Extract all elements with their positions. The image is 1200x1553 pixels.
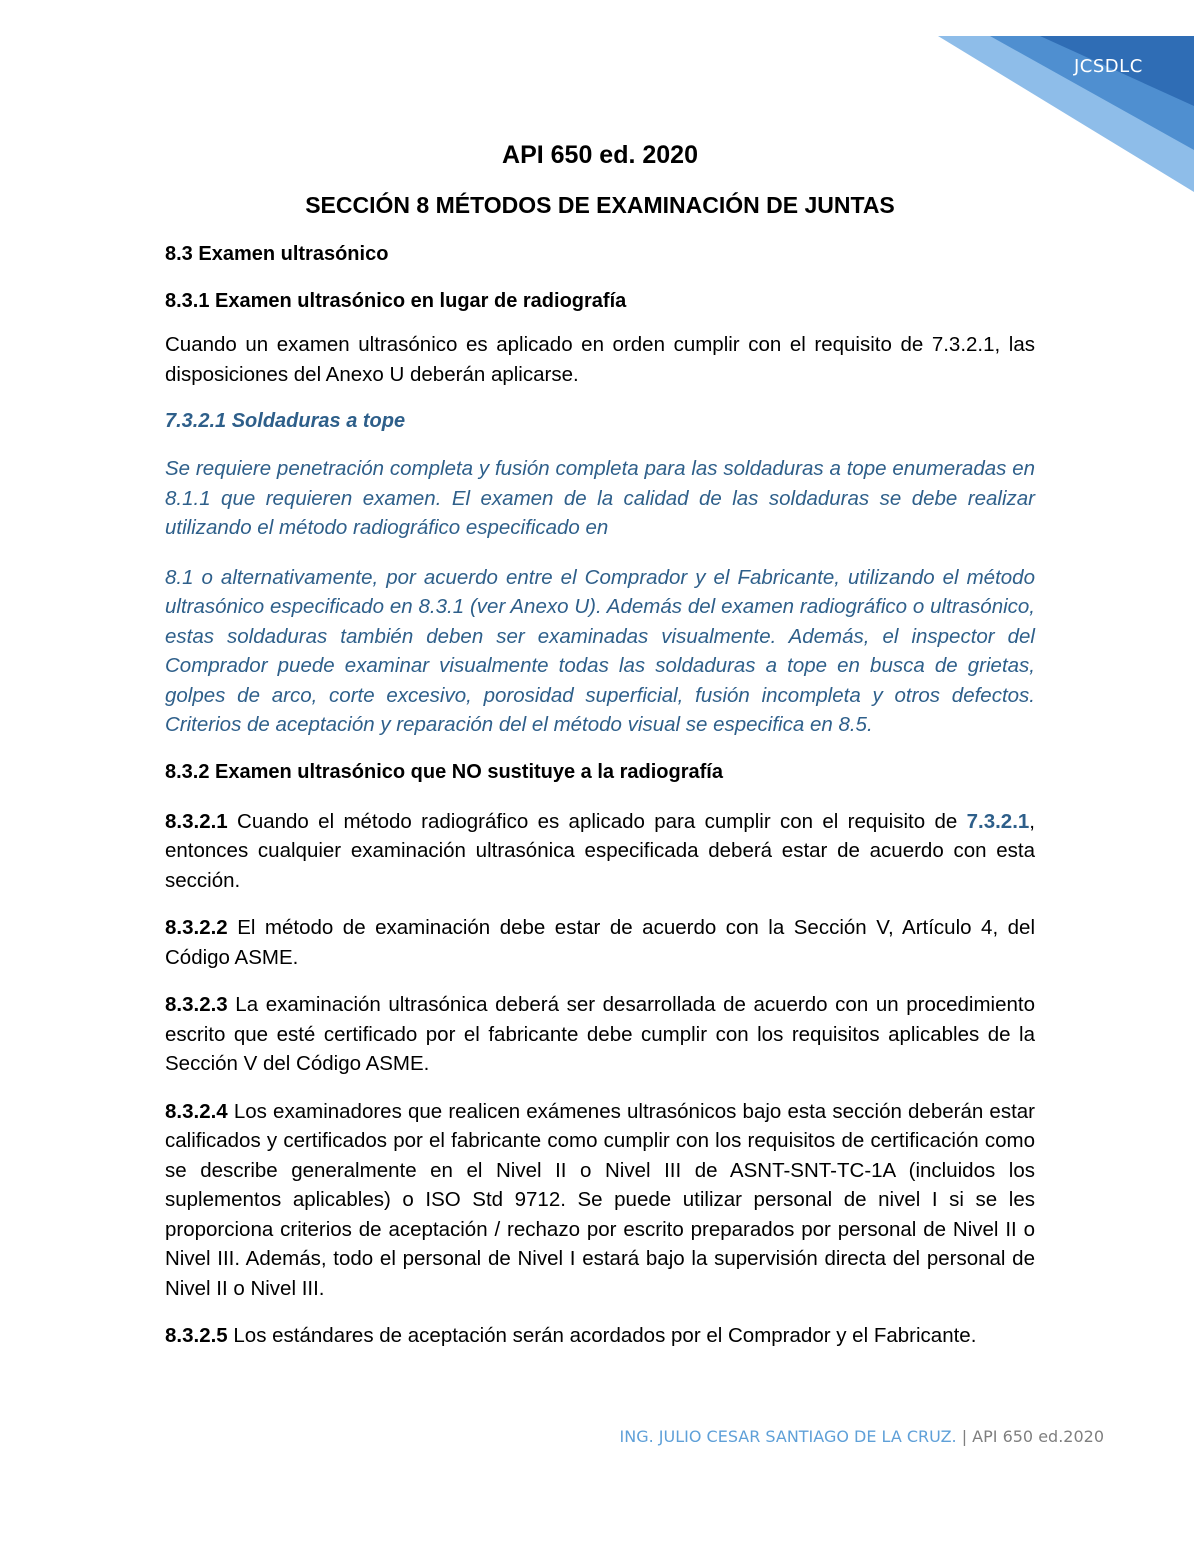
- clause-text: Cuando el método radiográfico es aplicado para cumplir con el requisito de: [227, 809, 967, 833]
- heading-8-3-1: 8.3.1 Examen ultrasónico en lugar de radiografía: [165, 290, 627, 312]
- clause-text: El método de examinación debe estar de acuerdo con la Sección V, Artículo 4, del Código ASME.: [165, 916, 1035, 969]
- clause-text: Los examinadores que realicen exámenes ultrasónicos bajo esta sección deberán estar calificados y certificados por el fabricante como cumplir con los requisitos de certificación como se describe generalmente en el Nivel II o Nivel III de ASNT-SNT-TC-1A (incluidos los suplementos aplicables) o ISO Std 9712. Se puede utilizar personal de nivel I si se les proporciona criterios de aceptación / rechazo por escrito preparados por personal de Nivel II o Nivel III. Además, todo el personal de Nivel I estará bajo la supervisión directa del personal de Nivel II o Nivel III.: [165, 1099, 1035, 1300]
- heading-8-3: 8.3 Examen ultrasónico: [165, 243, 389, 265]
- clause-number: 8.3.2.5: [165, 1324, 228, 1347]
- paragraph-8-3-2-5: [165, 1321, 1035, 1351]
- footer-author: ING. JULIO CESAR SANTIAGO DE LA CRUZ.: [619, 1427, 957, 1446]
- clause-number: 8.3.2.1: [165, 809, 228, 833]
- heading-8-3-2: 8.3.2 Examen ultrasónico que NO sustituye a la radiografía: [165, 760, 723, 783]
- document-title: API 650 ed. 2020: [502, 141, 698, 169]
- paragraph-8-3-1: Cuando un examen ultrasónico es aplicado en orden cumplir con el requisito de 7.3.2.1, las disposiciones del Anexo U deberán aplicarse.: [165, 333, 1035, 386]
- section-title: SECCIÓN 8 MÉTODOS DE EXAMINACIÓN DE JUNTAS: [305, 192, 895, 218]
- footer-doc-ref: API 650 ed.2020: [972, 1427, 1104, 1446]
- clause-reference: 7.3.2.1: [966, 809, 1030, 833]
- paragraph-8-3-2-3: [165, 990, 1035, 1079]
- page-footer: [0, 1427, 1104, 1446]
- paragraph-7-3-2-1-b: 8.1 o alternativamente, por acuerdo entre el Comprador y el Fabricante, utilizando el método ultrasónico especificado en 8.3.1 (ver Anexo U). Además del examen radiográfico o ultrasónico, estas soldaduras también deben ser examinadas visualmente. Además, el inspector del Comprador puede examinar visualmente todas las soldaduras a tope en busca de grietas, golpes de arco, corte excesivo, porosidad superficial, fusión incompleta y otros defectos. Criterios de aceptación y reparación del el método visual se especifica en 8.5.: [165, 565, 1035, 736]
- paragraph-8-3-2-4: [165, 1097, 1035, 1304]
- clause-number: 8.3.2.2: [165, 916, 228, 939]
- heading-7-3-2-1: 7.3.2.1 Soldaduras a tope: [165, 410, 406, 432]
- clause-number: 8.3.2.4: [165, 1099, 228, 1123]
- clause-number: 8.3.2.3: [165, 993, 228, 1016]
- clause-text: , entonces cualquier examinación ultrasónica especificada deberá estar de acuerdo con esta sección.: [165, 809, 1035, 892]
- paragraph-8-3-2-2: [165, 913, 1035, 972]
- corner-label: JCSDLC: [1074, 56, 1143, 77]
- clause-text: Los estándares de aceptación serán acordados por el Comprador y el Fabricante.: [227, 1324, 977, 1347]
- clause-text: La examinación ultrasónica deberá ser desarrollada de acuerdo con un procedimiento escrito que esté certificado por el fabricante debe cumplir con los requisitos aplicables de la Sección V del Código ASME.: [165, 993, 1035, 1075]
- page-content: [165, 138, 1035, 1351]
- paragraph-7-3-2-1-a: Se requiere penetración completa y fusión completa para las soldaduras a tope enumeradas en 8.1.1 que requieren examen. El examen de la calidad de las soldaduras se debe realizar utilizando el método radiográfico especificado en: [165, 457, 1035, 539]
- footer-separator: |: [956, 1427, 973, 1446]
- paragraph-8-3-2-1: [165, 807, 1035, 896]
